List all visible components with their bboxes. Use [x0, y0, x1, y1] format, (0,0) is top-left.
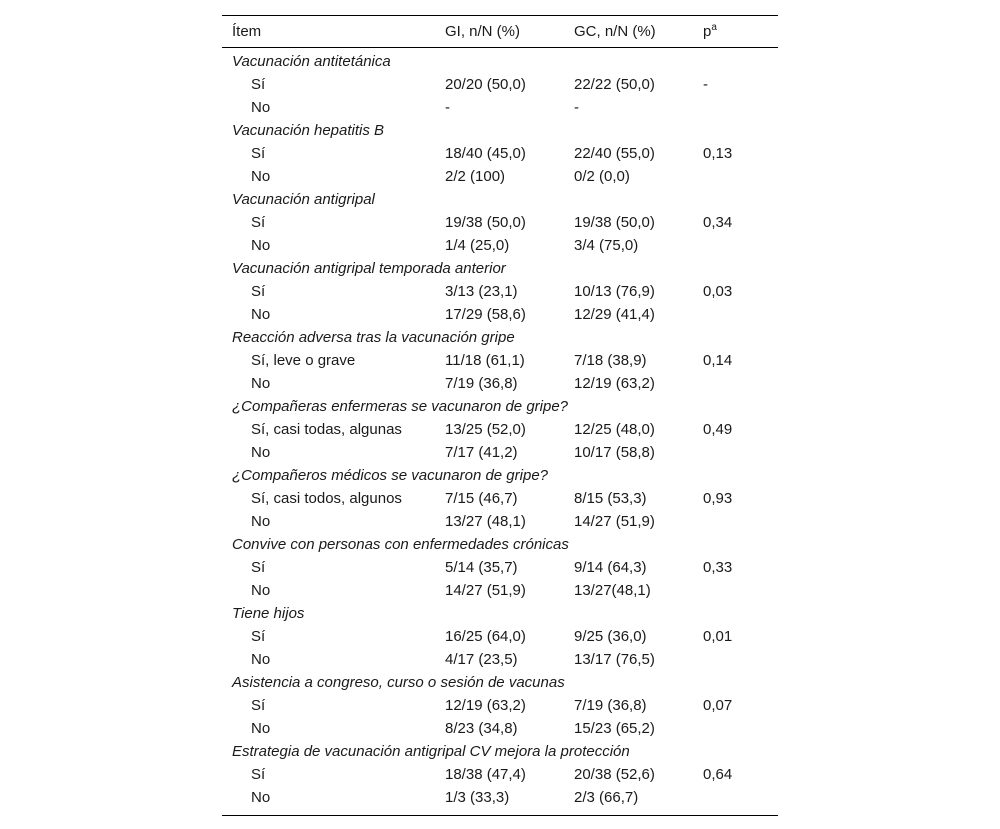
section-title: Vacunación antigripal [232, 191, 375, 208]
cell-gi: 20/20 (50,0) [445, 76, 526, 93]
table-row [222, 418, 778, 441]
table-row [222, 73, 778, 96]
section-title: Vacunación antitetánica [232, 53, 391, 70]
row-label: Sí [251, 559, 266, 576]
cell-gc: 9/14 (64,3) [574, 559, 647, 576]
row-label: Sí, casi todas, algunas [251, 421, 402, 438]
section-title: Tiene hijos [232, 605, 305, 622]
table-row [222, 556, 778, 579]
row-label: No [251, 375, 271, 392]
cell-gi: 8/23 (34,8) [445, 720, 518, 737]
cell-gi: 14/27 (51,9) [445, 582, 526, 599]
cell-gc: 19/38 (50,0) [574, 214, 655, 231]
cell-gc: 8/15 (53,3) [574, 490, 647, 507]
cell-gi: 11/18 (61,1) [445, 352, 525, 369]
cell-gi: 18/38 (47,4) [445, 766, 526, 783]
cell-gc: 2/3 (66,7) [574, 789, 639, 806]
cell-gi: 18/40 (45,0) [445, 145, 526, 162]
row-label: No [251, 513, 271, 530]
table-row [222, 694, 778, 717]
row-label: No [251, 651, 271, 668]
cell-gi: 3/13 (23,1) [445, 283, 518, 300]
table-row [222, 303, 778, 326]
row-label: Sí [251, 628, 266, 645]
row-label: No [251, 306, 271, 323]
table-row [222, 786, 778, 809]
row-label: Sí [251, 766, 266, 783]
section-heading-row [222, 464, 778, 487]
cell-p: 0,33 [703, 559, 733, 576]
cell-p: 0,07 [703, 697, 733, 714]
cell-gc: 0/2 (0,0) [574, 168, 630, 185]
header-p-label: p [703, 23, 712, 40]
cell-gi: - [445, 99, 450, 116]
table-body [222, 48, 778, 815]
table-row [222, 349, 778, 372]
row-label: No [251, 582, 271, 599]
cell-gi: 1/4 (25,0) [445, 237, 510, 254]
cell-gi: 17/29 (58,6) [445, 306, 526, 323]
cell-p: 0,13 [703, 145, 733, 162]
cell-gc: 12/25 (48,0) [574, 421, 655, 438]
section-title: Estrategia de vacunación antigripal CV mejora la protección [232, 743, 630, 760]
table-row [222, 763, 778, 786]
cell-gc: 12/29 (41,4) [574, 306, 655, 323]
cell-gi: 16/25 (64,0) [445, 628, 526, 645]
cell-gi: 4/17 (23,5) [445, 651, 518, 668]
cell-gi: 13/25 (52,0) [445, 421, 526, 438]
cell-gi: 7/19 (36,8) [445, 375, 518, 392]
section-heading-row [222, 533, 778, 556]
cell-gc: 9/25 (36,0) [574, 628, 647, 645]
table-row [222, 487, 778, 510]
cell-p: - [703, 76, 708, 93]
table-row [222, 142, 778, 165]
table-row [222, 717, 778, 740]
table-header-row [222, 16, 778, 47]
cell-gi: 5/14 (35,7) [445, 559, 518, 576]
table-row [222, 96, 778, 119]
table-row [222, 625, 778, 648]
cell-gi: 7/15 (46,7) [445, 490, 518, 507]
cell-p: 0,49 [703, 421, 733, 438]
cell-gi: 19/38 (50,0) [445, 214, 526, 231]
table-row [222, 510, 778, 533]
section-heading-row [222, 395, 778, 418]
table-row [222, 372, 778, 395]
cell-gi: 2/2 (100) [445, 168, 506, 185]
row-label: Sí [251, 76, 266, 93]
cell-p: 0,64 [703, 766, 733, 783]
cell-gc: 22/40 (55,0) [574, 145, 655, 162]
section-title: Reacción adversa tras la vacunación gripe [232, 329, 515, 346]
header-gc: GC, n/N (%) [574, 23, 656, 40]
section-heading-row [222, 602, 778, 625]
cell-gc: 7/18 (38,9) [574, 352, 647, 369]
row-label: Sí [251, 145, 266, 162]
section-title: Vacunación antigripal temporada anterior [232, 260, 506, 277]
cell-gi: 7/17 (41,2) [445, 444, 518, 461]
table-row [222, 234, 778, 257]
row-label: Sí [251, 697, 266, 714]
cell-p: 0,03 [703, 283, 733, 300]
section-heading-row [222, 188, 778, 211]
cell-p: 0,14 [703, 352, 733, 369]
table-bottom-rule [222, 815, 778, 816]
cell-gi: 1/3 (33,3) [445, 789, 510, 806]
cell-gc: 20/38 (52,6) [574, 766, 655, 783]
section-heading-row [222, 326, 778, 349]
cell-gc: 10/17 (58,8) [574, 444, 655, 461]
header-item: Ítem [232, 23, 262, 40]
table-row [222, 648, 778, 671]
section-title: Convive con personas con enfermedades crónicas [232, 536, 569, 553]
row-label: Sí [251, 214, 266, 231]
section-heading-row [222, 257, 778, 280]
cell-gi: 13/27 (48,1) [445, 513, 526, 530]
cell-gc: 14/27 (51,9) [574, 513, 655, 530]
row-label: Sí [251, 283, 266, 300]
cell-gc: 15/23 (65,2) [574, 720, 655, 737]
row-label: Sí, casi todos, algunos [251, 490, 402, 507]
section-title: ¿Compañeras enfermeras se vacunaron de gripe? [232, 398, 569, 415]
cell-gc: - [574, 99, 579, 116]
section-title: Vacunación hepatitis B [232, 122, 385, 139]
header-p [703, 16, 778, 47]
cell-gc: 7/19 (36,8) [574, 697, 647, 714]
cell-gc: 13/17 (76,5) [574, 651, 655, 668]
cell-gc: 22/22 (50,0) [574, 76, 655, 93]
cell-gc: 3/4 (75,0) [574, 237, 639, 254]
table-row [222, 211, 778, 234]
cell-gi: 12/19 (63,2) [445, 697, 526, 714]
header-p-superscript: a [711, 22, 717, 33]
row-label: No [251, 444, 271, 461]
cell-gc: 13/27(48,1) [574, 582, 651, 599]
row-label: No [251, 789, 271, 806]
header-gi: GI, n/N (%) [445, 23, 521, 40]
table-row [222, 441, 778, 464]
section-title: ¿Compañeros médicos se vacunaron de gripe? [232, 467, 549, 484]
cell-p: 0,34 [703, 214, 733, 231]
row-label: No [251, 99, 271, 116]
row-label: Sí, leve o grave [251, 352, 356, 369]
cell-gc: 10/13 (76,9) [574, 283, 655, 300]
cell-p: 0,01 [703, 628, 733, 645]
table-row [222, 280, 778, 303]
table-row [222, 165, 778, 188]
table-row [222, 579, 778, 602]
cell-p: 0,93 [703, 490, 733, 507]
section-heading-row [222, 50, 778, 73]
section-title: Asistencia a congreso, curso o sesión de vacunas [232, 674, 565, 691]
row-label: No [251, 237, 271, 254]
results-table [222, 15, 778, 816]
cell-gc: 12/19 (63,2) [574, 375, 655, 392]
section-heading-row [222, 671, 778, 694]
row-label: No [251, 168, 271, 185]
section-heading-row [222, 119, 778, 142]
row-label: No [251, 720, 271, 737]
section-heading-row [222, 740, 778, 763]
